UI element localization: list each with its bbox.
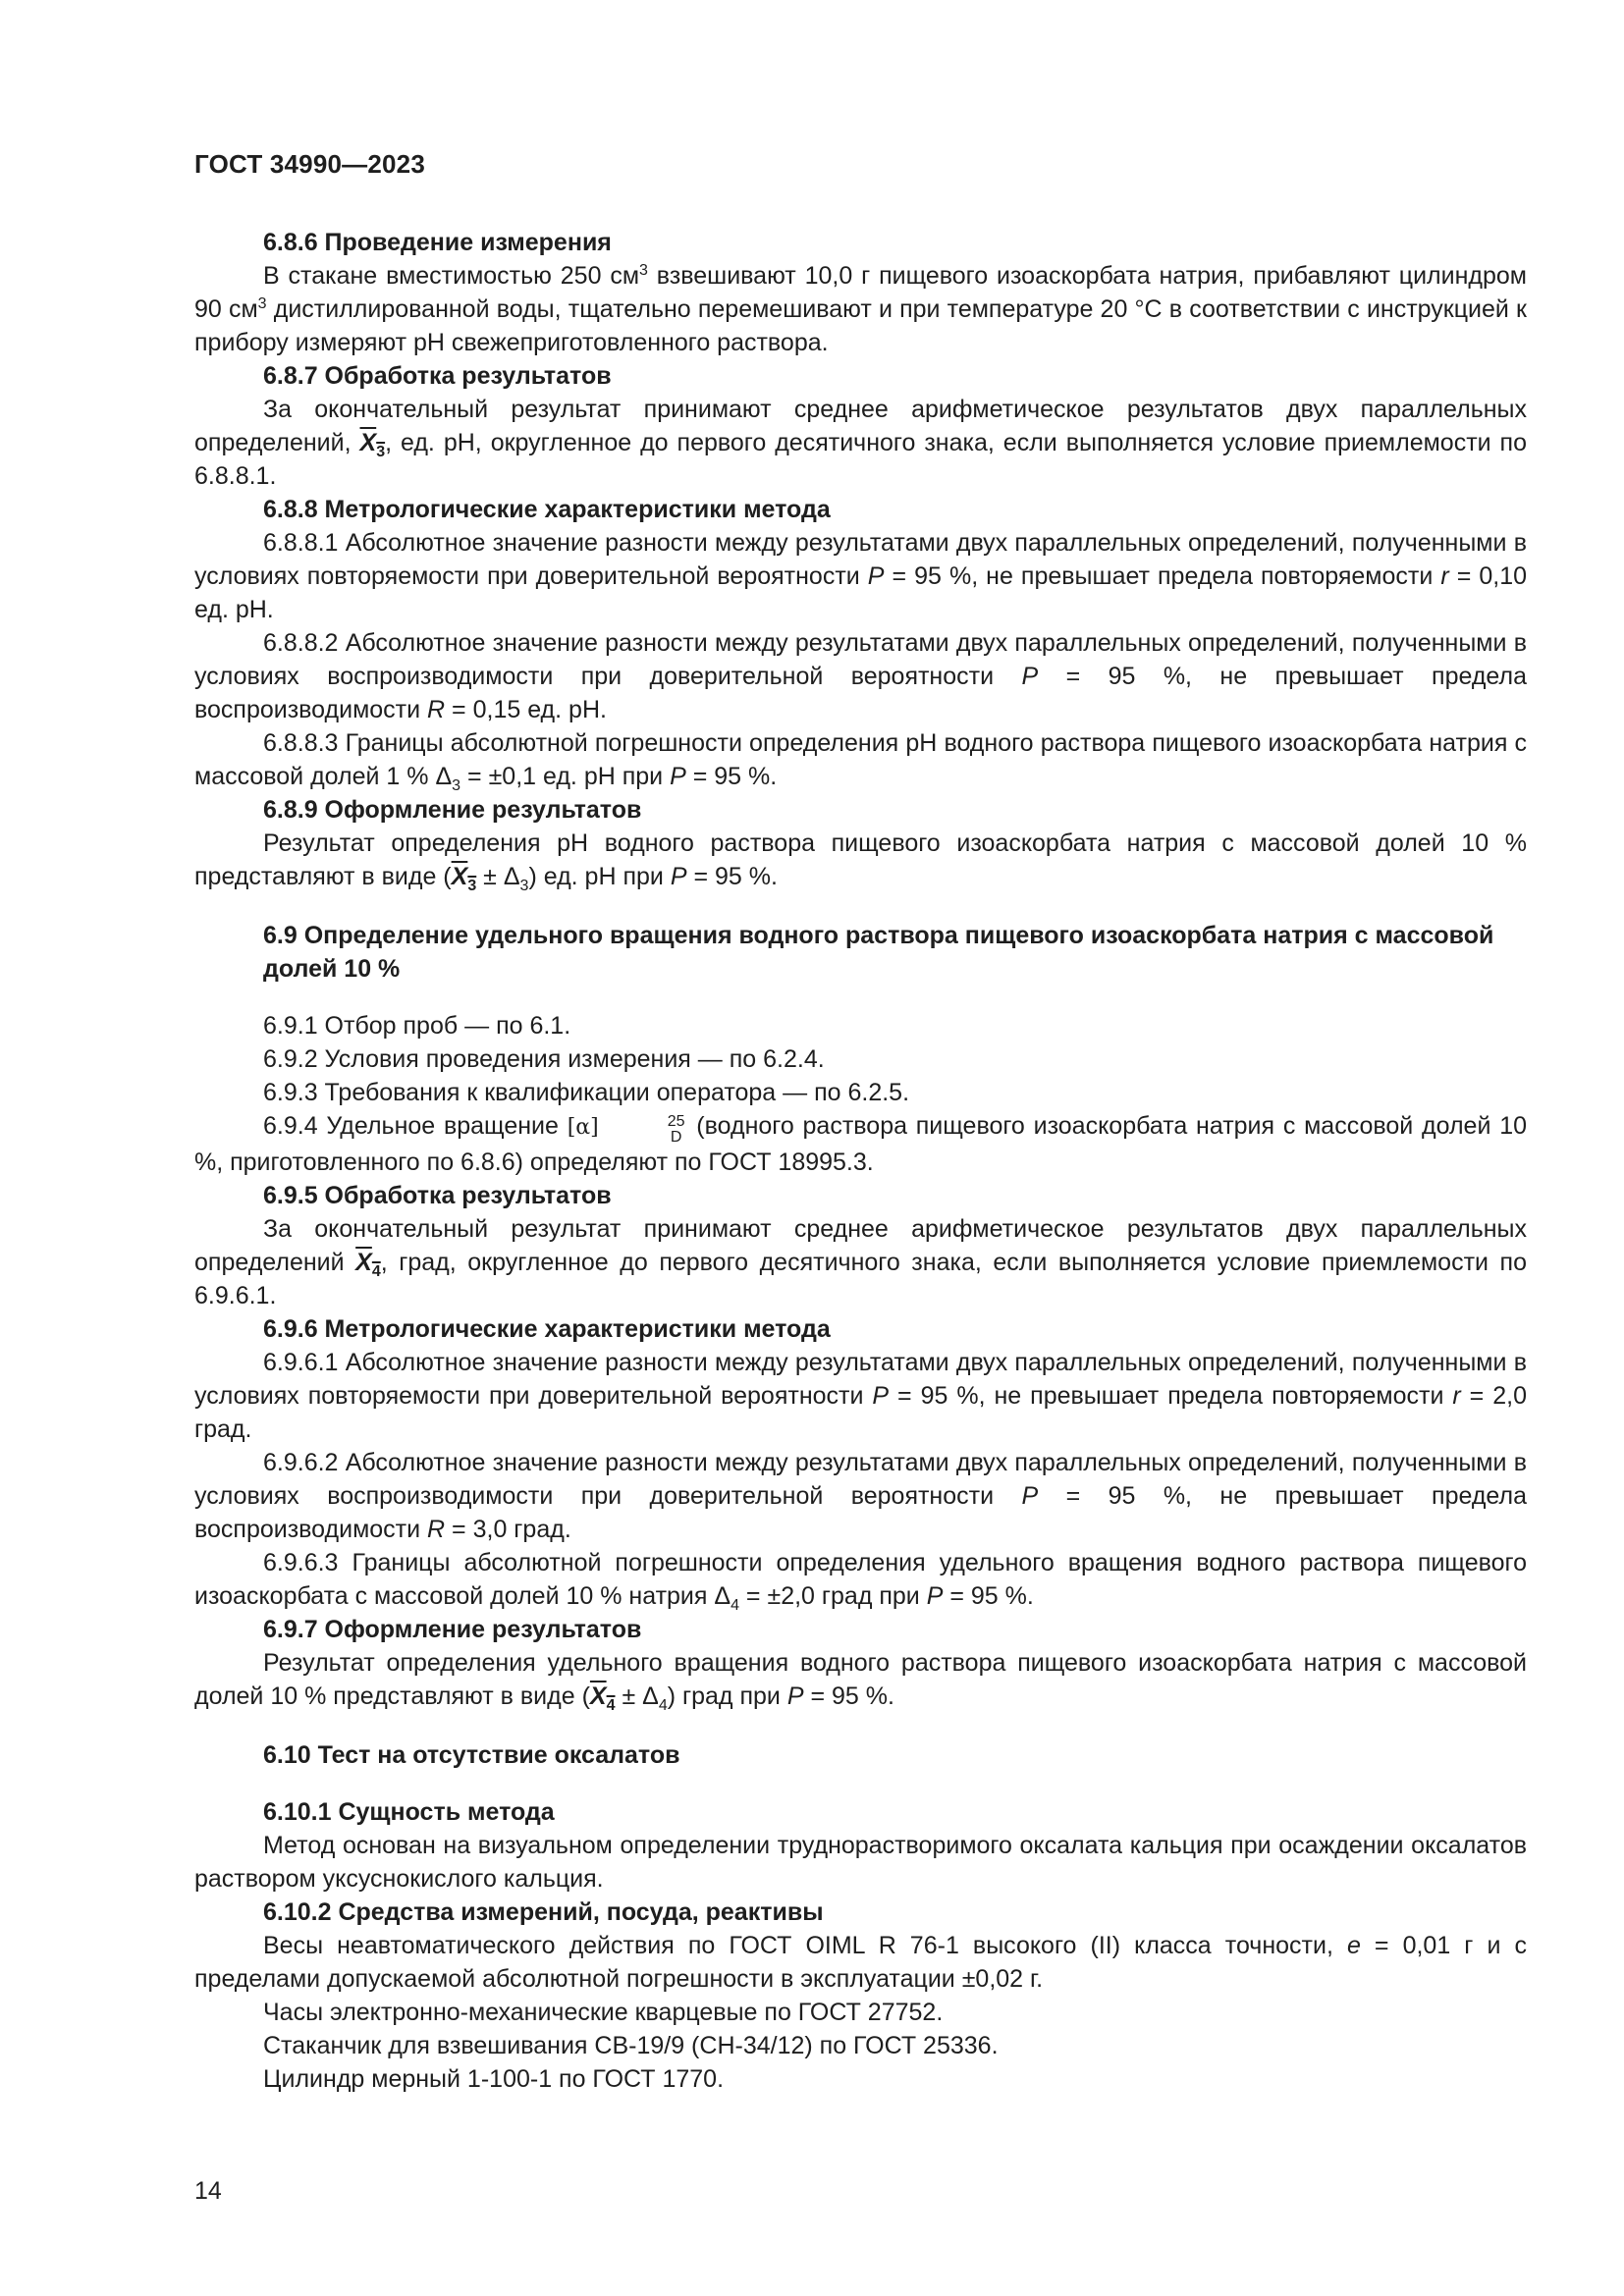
para-6-8-6: В стакане вместимостью 250 $см^3$ взвешивают 10,0 г пищевого изоаскорбата натрия, прибавляют цилиндром 90 $см^3$ дистиллированной воды, тщательно перемешивают и при температуре 20 °С в соответствии с инструкцией к прибору измеряют рН свежеприготовленного раствора. <box>194 262 1527 356</box>
heading-6-10-2: 6.10.2 Средства измерений, посуда, реактивы <box>263 1898 824 1926</box>
superscript: 3 <box>257 295 267 312</box>
mean-symbol: $X_3$ <box>359 429 386 460</box>
mean-symbol-index: 3 <box>376 444 386 460</box>
variable-symbol: P <box>867 562 885 590</box>
mean-symbol-index: 4 <box>606 1697 616 1714</box>
para-6-10-2-scales: Весы неавтоматического действия по ГОСТ OIML R 76-1 высокого (II) класса точности, е = 0,01 г и с пределами допускаемой абсолютной погрешности в эксплуатации ±0,02 г. <box>194 1932 1527 1993</box>
para-6-8-8-3: 6.8.8.3 Границы абсолютной погрешности определения рН водного раствора пищевого изоаскорбата натрия с массовой долей 1 % $\Delta_3 = \pm 0,1$ ед. рН при P = 95 %. <box>194 729 1527 794</box>
variable-symbol: R <box>427 1516 446 1543</box>
variable-symbol: P <box>1021 663 1039 690</box>
variable-symbol: r <box>1440 562 1449 590</box>
variable-symbol: P <box>926 1582 944 1610</box>
variable-symbol: P <box>1021 1482 1039 1510</box>
mean-symbol: $X_3$ <box>451 863 477 894</box>
para-6-8-8-2: 6.8.8.2 Абсолютное значение разности между результатами двух параллельных определений, полученными в условиях воспроизводимости при доверительной вероятности P = 95 %, не превышает предела воспроизводимости R = 0,15 ед. рН. <box>194 629 1527 723</box>
variable-symbol: е <box>1346 1932 1361 1959</box>
subscript: 4 <box>731 1597 739 1614</box>
specific-rotation-symbol: [α] <box>567 1115 599 1140</box>
para-6-8-8-1: 6.8.8.1 Абсолютное значение разности между результатами двух параллельных определений, полученными в условиях повторяемости при доверительной вероятности P = 95 %, не превышает предела повторяемости r = 0,10 ед. рН. <box>194 529 1528 623</box>
para-6-9-4: 6.9.4 Удельное вращение [α] 25 D (водного раствора пищевого изоаскорбата натрия с массовой долей 10 %, приготовленного по 6.8.6) определяют по ГОСТ 18995.3. <box>194 1112 1527 1176</box>
variable-symbol: P <box>786 1682 804 1710</box>
mean-symbol: $X_4$ <box>355 1249 381 1280</box>
section-6-9: 6.9 Определение удельного вращения водного раствора пищевого изоаскорбата натрия с массовой долей 10 % <box>263 922 1494 983</box>
para-6-9-6-1: 6.9.6.1 Абсолютное значение разности между результатами двух параллельных определений, полученными в условиях повторяемости при доверительной вероятности P = 95 %, не превышает предела повторяемости r = 2,0 град. <box>194 1349 1527 1443</box>
document-body <box>194 226 1527 2096</box>
para-6-9-2: 6.9.2 Условия проведения измерения — по 6.2.4. <box>263 1045 825 1073</box>
mean-symbol-index: 3 <box>467 878 477 894</box>
heading-6-8-6: 6.8.6 Проведение измерения <box>263 229 612 256</box>
subscript: 3 <box>452 777 461 794</box>
mean-symbol: $X_4$ <box>589 1682 616 1714</box>
heading-6-8-9: 6.8.9 Оформление результатов <box>263 796 642 824</box>
superscript: 3 <box>639 262 648 279</box>
para-6-9-1: 6.9.1 Отбор проб — по 6.1. <box>263 1012 571 1040</box>
para-6-9-3: 6.9.3 Требования к квалификации оператора — по 6.2.5. <box>263 1079 910 1106</box>
rotation-wavelength: D <box>670 1129 682 1146</box>
subscript: 3 <box>519 878 529 894</box>
para-6-10-2-cylinder: Цилиндр мерный 1-100-1 по ГОСТ 1770. <box>263 2065 725 2093</box>
variable-symbol: P <box>872 1382 890 1410</box>
heading-6-9-5: 6.9.5 Обработка результатов <box>263 1182 612 1209</box>
para-6-10-2-cup: Стаканчик для взвешивания СВ-19/9 (СН-34/12) по ГОСТ 25336. <box>263 2032 999 2059</box>
rotation-conditions <box>599 1114 685 1146</box>
para-6-8-9: Результат определения рН водного раствора пищевого изоаскорбата натрия с массовой долей 10 % представляют в виде $(X_3 \pm \Delta_3)$ ед. рН при P = 95 %. <box>194 829 1527 894</box>
para-6-10-1: Метод основан на визуальном определении труднорастворимого оксалата кальция при осаждении оксалатов раствором уксуснокислого кальция. <box>194 1832 1527 1893</box>
page-number: 14 <box>194 2177 222 2205</box>
para-6-9-7: Результат определения удельного вращения водного раствора пищевого изоаскорбата натрия с массовой долей 10 % представляют в виде $(X_4 \pm \Delta_4)$ град при P = 95 %. <box>194 1649 1527 1714</box>
heading-6-8-8: 6.8.8 Метрологические характеристики метода <box>263 496 831 523</box>
rotation-temperature: 25 <box>667 1113 685 1130</box>
document-header: ГОСТ 34990—2023 <box>194 149 425 179</box>
subscript: 4 <box>658 1697 668 1714</box>
para-6-9-6-3: 6.9.6.3 Границы абсолютной погрешности определения удельного вращения водного раствора пищевого изоаскорбата с массовой долей 10 % натрия $\Delta_4 = \pm 2,0$ град при P = 95 %. <box>194 1549 1527 1614</box>
variable-symbol: P <box>670 863 687 890</box>
heading-6-9-7: 6.9.7 Оформление результатов <box>263 1616 642 1643</box>
mean-symbol-index: 4 <box>371 1263 381 1280</box>
section-6-10: 6.10 Тест на отсутствие оксалатов <box>263 1741 680 1769</box>
para-6-10-2-clock: Часы электронно-механические кварцевые по ГОСТ 27752. <box>263 1999 944 2026</box>
heading-6-10-1: 6.10.1 Сущность метода <box>263 1798 555 1826</box>
variable-symbol: r <box>1452 1382 1461 1410</box>
para-6-9-6-2: 6.9.6.2 Абсолютное значение разности между результатами двух параллельных определений, полученными в условиях воспроизводимости при доверительной вероятности P = 95 %, не превышает предела воспроизводимости R = 3,0 град. <box>194 1449 1527 1543</box>
para-6-8-7: За окончательный результат принимают среднее арифметическое результатов двух параллельных определений, $X_3$, ед. рН, округленное до первого десятичного знака, если выполняется условие приемлемости по 6.8.8.1. <box>194 396 1528 490</box>
variable-symbol: P <box>670 763 686 790</box>
variable-symbol: R <box>427 696 446 723</box>
para-6-9-5: За окончательный результат принимают среднее арифметическое результатов двух параллельных определений $X_4$, град, округленное до первого десятичного знака, если выполняется условие приемлемости по 6.9.6.1. <box>194 1215 1527 1309</box>
heading-6-9-6: 6.9.6 Метрологические характеристики метода <box>263 1315 831 1343</box>
heading-6-8-7: 6.8.7 Обработка результатов <box>263 362 612 390</box>
